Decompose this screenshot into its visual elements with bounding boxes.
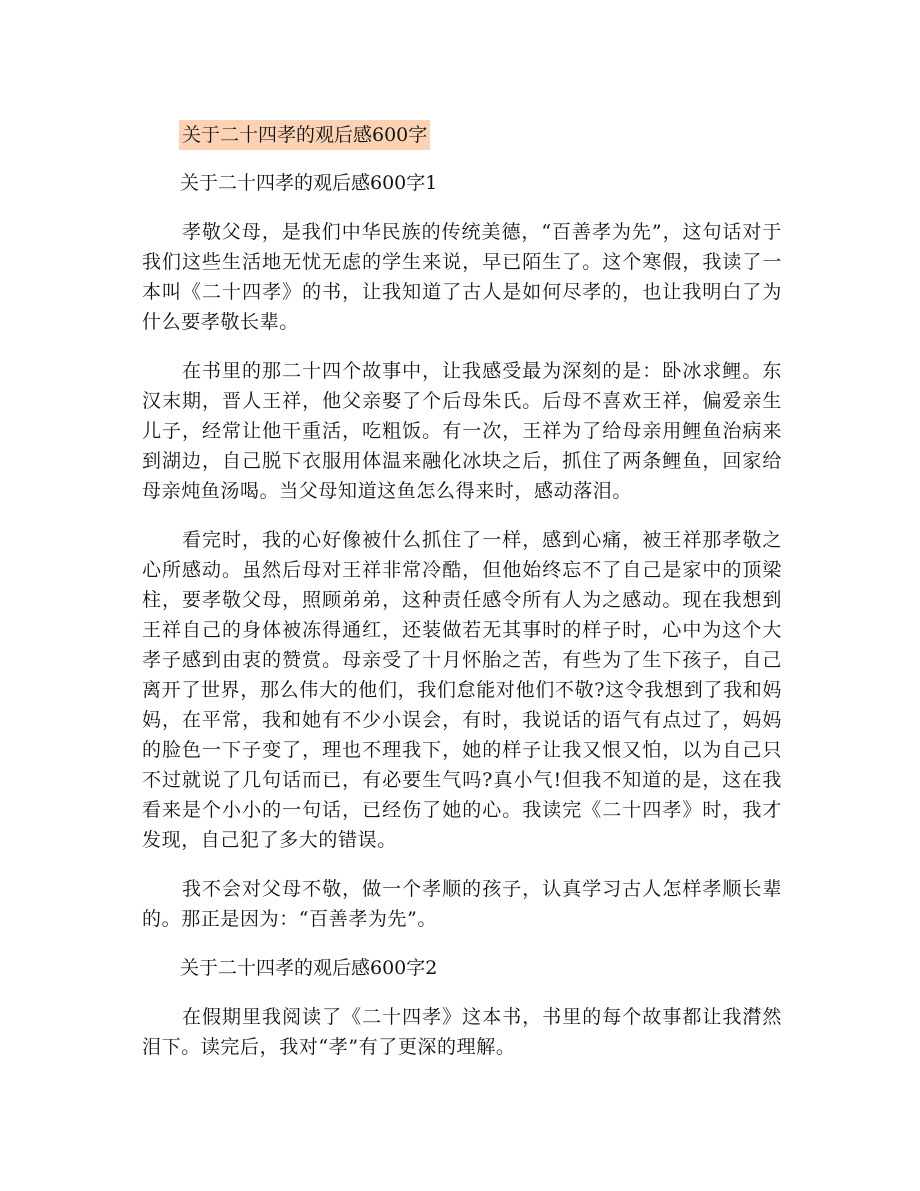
document-page	[142, 120, 782, 1081]
paragraph: 在书里的那二十四个故事中，让我感受最为深刻的是：卧冰求鲤。东汉末期，晋人王祥，他父亲娶了个后母朱氏。后母不喜欢王祥，偏爱亲生儿子，经常让他干重活，吃粗饭。有一次，王祥为了给母亲用鲤鱼治病来到湖边，自己脱下衣服用体温来融化冰块之后，抓住了两条鲤鱼，回家给母亲炖鱼汤喝。当父母知道这鱼怎么得来时，感动落泪。	[142, 360, 782, 502]
section-heading-2: 关于二十四孝的观后感600字2	[180, 957, 438, 979]
document-title: 关于二十四孝的观后感600字	[179, 120, 430, 150]
section-heading-1: 关于二十四孝的观后感600字1	[180, 172, 438, 194]
paragraph: 看完时，我的心好像被什么抓住了一样，感到心痛，被王祥那孝敬之心所感动。虽然后母对王祥非常冷酷，但他始终忘不了自己是家中的顶梁柱，要孝敬父母，照顾弟弟，这种责任感令所有人为之感动。现在我想到王祥自己的身体被冻得通红，还装做若无其事时的样子时，心中为这个大孝子感到由衷的赞赏。母亲受了十月怀胎之苦，有些为了生下孩子，自己离开了世界，那么伟大的他们，我们怠能对他们不敬?这令我想到了我和妈妈，在平常，我和她有不少小误会，有时，我说话的语气有点过了，妈妈的脸色一下子变了，理也不理我下，她的样子让我又恨又怕，以为自己只不过就说了几句话而已，有必要生气吗?真小气!但我不知道的是，这在我看来是个小小的一句话，已经伤了她的心。我读完《二十四孝》时，我才发现，自己犯了多大的错误。	[142, 529, 782, 851]
paragraph: 孝敬父母，是我们中华民族的传统美德，“百善孝为先”，这句话对于我们这些生活地无忧无虑的学生来说，早已陌生了。这个寒假，我读了一本叫《二十四孝》的书，让我知道了古人是如何尽孝的，也让我明白了为什么要孝敬长辈。	[142, 221, 782, 333]
paragraph: 在假期里我阅读了《二十四孝》这本书，书里的每个故事都让我潸然泪下。读完后，我对“孝”有了更深的理解。	[142, 1006, 782, 1058]
paragraph: 我不会对父母不敬，做一个孝顺的孩子，认真学习古人怎样孝顺长辈的。那正是因为：“百善孝为先”。	[142, 878, 782, 930]
